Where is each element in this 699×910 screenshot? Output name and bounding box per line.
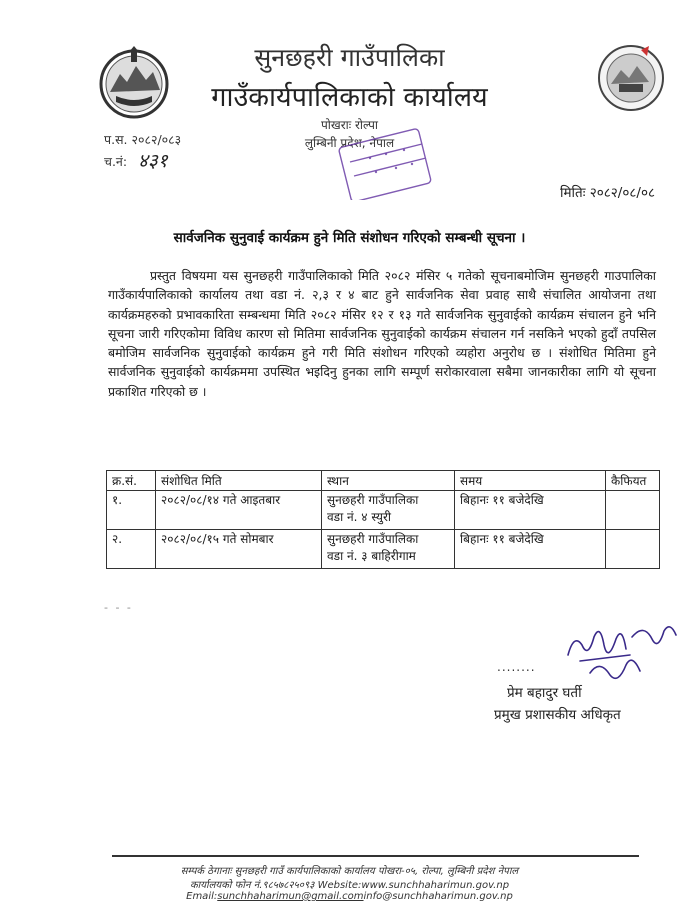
signer-title: प्रमुख प्रशासकीय अधिकृत <box>494 707 621 723</box>
address-line-2: लुम्बिनी प्रदेश, नेपाल <box>304 136 395 150</box>
office-name: गाउँकार्यपालिकाको कार्यालय <box>211 82 488 113</box>
footer-email-link-1[interactable]: sunchhaharimun@gmail.com <box>217 891 364 902</box>
notice-subject: सार्वजनिक सुनुवाई कार्यक्रम हुने मिति संशोधन गरिएको सम्बन्धी सूचना । <box>173 230 526 246</box>
notice-body: प्रस्तुत विषयमा यस सुनछहरी गाउँपालिकाको मिति २०८२ मंसिर ५ गतेको सूचनाबमोजिम सुनछहरी गाउपालिका गाउँकार्यपालिकाको कार्यालय तथा वडा नं. २,३ र ४ बाट हुने सार्वजनिक सेवा प्रवाह साथै संचालित आयोजना तथा कार्यक्रमहरुको प्रभावकारिता सम्बन्धमा मिति २०८२ मंसिर १२ र १३ गते सार्वजनिक सुनुवाईको कार्यक्रम संचालन हुने भनि सूचना जारी गरिएकोमा विविध कारण सो मितिमा सार्वजनिक सुनुवाईको कार्यक्रम संचालन गर्न नसकिने भएको हुदाँ तपसिल बमोजिम सार्वजनिक सुनुवाईको कार्यक्रम हुने गरी मिति संशोधन गरिएको व्यहोरा अनुरोध छ । संशोधित मितिमा हुने सार्वजनिक सुनुवाईको कार्यक्रममा उपस्थित भइदिनु हुनका लागि सम्पूर्ण सरोकारवाला सबैमा जानकारीका लागि यो सूचना प्रकाशित गरिएको छ । <box>108 268 656 399</box>
chalani-number-label: च.नं: <box>104 154 128 169</box>
table-header-row <box>107 471 660 491</box>
cell-place-line2: वडा नं. ३ बाहिरीगाम <box>327 549 416 563</box>
cell-place <box>322 491 455 530</box>
org-name: सुनछहरी गाउँपालिका <box>254 43 445 72</box>
col-date: संशोधित मिति <box>156 471 322 491</box>
signer-name: प्रेम बहादुर घर्ती <box>507 685 582 701</box>
handwritten-signature-icon <box>560 615 680 690</box>
col-time: समय <box>455 471 606 491</box>
address-line-1: पोखराः रोल्पा <box>320 118 379 132</box>
footer-contact-address: सम्पर्क ठेगानाः सुनछहरी गाउँ कार्यपालिकाको कार्यालय पोखरा-०५, रोल्पा, लुम्बिनी प्रदेश नेपाल <box>180 866 519 877</box>
cell-place-line1: सुनछहरी गाउँपालिका <box>327 532 419 546</box>
col-remarks: कैफियत <box>606 471 660 491</box>
document-date: मितिः २०८२/०८/०८ <box>559 185 655 201</box>
cell-date: २०८२/०८/१५ गते सोमबार <box>156 530 322 569</box>
table-row <box>107 530 660 569</box>
footer-divider <box>112 855 639 857</box>
office-stamp-icon <box>326 118 438 200</box>
footer-email-link-2[interactable]: info@sunchhaharimun.gov.np <box>363 891 513 902</box>
patra-sankhya: प.स. २०८२/०८३ <box>104 132 182 147</box>
cell-sn: १. <box>107 491 156 530</box>
cell-place-line1: सुनछहरी गाउँपालिका <box>327 493 419 507</box>
signature-dots: ........ <box>497 660 536 674</box>
cell-place-line2: वडा नं. ४ स्युरी <box>327 510 392 524</box>
cell-sn: २. <box>107 530 156 569</box>
cell-remarks <box>606 491 660 530</box>
table-row <box>107 491 660 530</box>
cell-time: बिहानः ११ बजेदेखि <box>455 530 606 569</box>
footer-email-label: Email: <box>186 891 218 902</box>
cell-date: २०८२/०८/१४ गते आइतबार <box>156 491 322 530</box>
col-sn: क्र.सं. <box>107 471 156 491</box>
footer-phone-website: कार्यालयको फोन नं.९८५७८२५०९३ Website:www.sunchhaharimun.gov.np <box>189 880 510 891</box>
footer-email <box>0 891 699 902</box>
cell-remarks <box>606 530 660 569</box>
chalani-number-value: ४३१ <box>138 150 168 172</box>
col-place: स्थान <box>322 471 455 491</box>
scan-mark: - - - <box>104 601 133 614</box>
cell-time: बिहानः ११ बजेदेखि <box>455 491 606 530</box>
cell-place <box>322 530 455 569</box>
schedule-table <box>106 470 660 569</box>
